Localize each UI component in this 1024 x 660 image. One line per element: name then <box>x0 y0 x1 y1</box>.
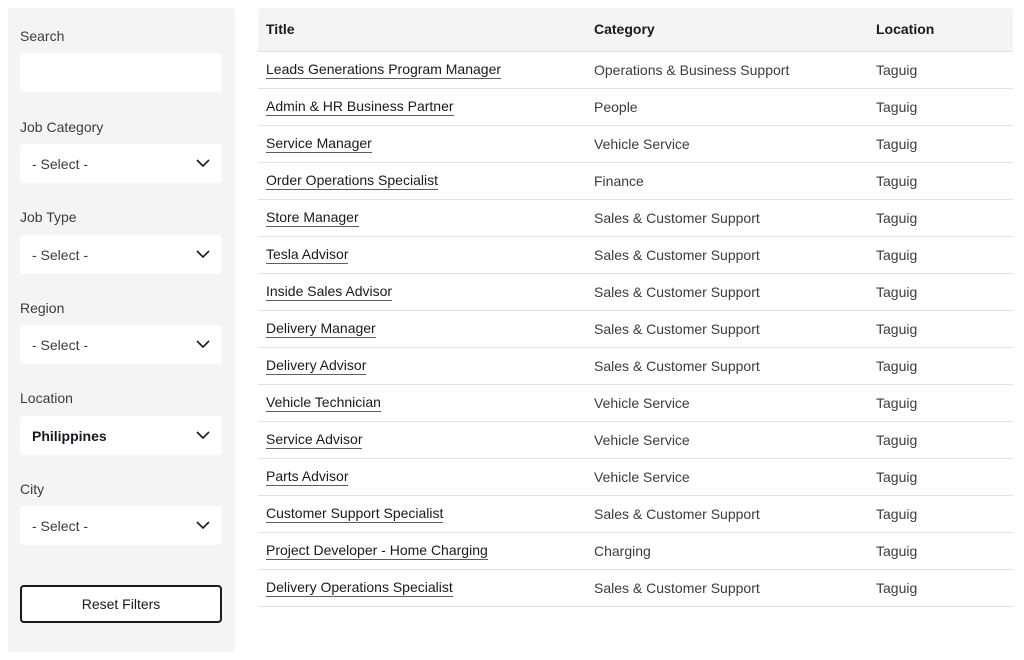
region-select[interactable] <box>20 325 222 364</box>
job-location-cell: Taguig <box>876 247 918 263</box>
job-location-cell: Taguig <box>876 99 918 115</box>
table-row <box>258 52 1013 89</box>
job-location-cell: Taguig <box>876 136 918 152</box>
column-header-title[interactable]: Title <box>266 21 295 37</box>
job-location-cell: Taguig <box>876 580 918 596</box>
table-row <box>258 163 1013 200</box>
jobs-table <box>258 8 1013 607</box>
job-title-link[interactable]: Order Operations Specialist <box>266 172 438 188</box>
table-row <box>258 533 1013 570</box>
job-category-cell: Sales & Customer Support <box>594 321 760 337</box>
job-category-cell: Sales & Customer Support <box>594 247 760 263</box>
job-title-link[interactable]: Parts Advisor <box>266 468 349 484</box>
chevron-down-icon <box>196 519 210 533</box>
job-category-cell: Vehicle Service <box>594 395 690 411</box>
job-location-cell: Taguig <box>876 543 918 559</box>
job-category-cell: Operations & Business Support <box>594 62 790 78</box>
job-category-cell: Sales & Customer Support <box>594 284 760 300</box>
job-location-cell: Taguig <box>876 173 918 189</box>
chevron-down-icon <box>196 429 210 443</box>
search-input[interactable] <box>20 53 222 92</box>
column-header-location[interactable]: Location <box>876 21 935 37</box>
job-location-cell: Taguig <box>876 395 918 411</box>
job-location-cell: Taguig <box>876 469 918 485</box>
job-title-link[interactable]: Leads Generations Program Manager <box>266 61 502 77</box>
job-category-value: - Select - <box>32 155 89 172</box>
job-location-cell: Taguig <box>876 62 918 78</box>
job-title-link[interactable]: Project Developer - Home Charging <box>266 542 488 558</box>
job-category-cell: People <box>594 99 638 115</box>
job-category-cell: Vehicle Service <box>594 136 690 152</box>
table-row <box>258 348 1013 385</box>
search-label: Search <box>20 28 65 44</box>
job-category-cell: Sales & Customer Support <box>594 506 760 522</box>
job-category-cell: Charging <box>594 543 651 559</box>
chevron-down-icon <box>196 248 210 262</box>
job-category-select[interactable] <box>20 144 222 183</box>
job-title-link[interactable]: Admin & HR Business Partner <box>266 98 454 114</box>
job-type-value: - Select - <box>32 246 89 263</box>
job-title-link[interactable]: Service Manager <box>266 135 372 151</box>
job-category-cell: Vehicle Service <box>594 469 690 485</box>
table-row <box>258 237 1013 274</box>
job-title-link[interactable]: Delivery Advisor <box>266 357 367 373</box>
job-location-cell: Taguig <box>876 321 918 337</box>
job-title-link[interactable]: Vehicle Technician <box>266 394 381 410</box>
job-location-cell: Taguig <box>876 284 918 300</box>
job-category-cell: Sales & Customer Support <box>594 580 760 596</box>
region-label: Region <box>20 300 65 316</box>
job-location-cell: Taguig <box>876 210 918 226</box>
job-category-cell: Vehicle Service <box>594 432 690 448</box>
job-category-cell: Sales & Customer Support <box>594 358 760 374</box>
job-title-link[interactable]: Delivery Manager <box>266 320 376 336</box>
job-type-label: Job Type <box>20 209 77 225</box>
job-title-link[interactable]: Tesla Advisor <box>266 246 349 262</box>
job-title-link[interactable]: Store Manager <box>266 209 359 225</box>
job-title-link[interactable]: Delivery Operations Specialist <box>266 579 453 595</box>
job-title-link[interactable]: Inside Sales Advisor <box>266 283 393 299</box>
reset-filters-button[interactable]: Reset Filters <box>20 585 222 623</box>
table-row <box>258 311 1013 348</box>
job-category-cell: Sales & Customer Support <box>594 210 760 226</box>
table-row <box>258 459 1013 496</box>
table-row <box>258 385 1013 422</box>
column-header-category[interactable]: Category <box>594 21 655 37</box>
table-row <box>258 89 1013 126</box>
table-row <box>258 496 1013 533</box>
job-type-select[interactable] <box>20 235 222 274</box>
job-location-cell: Taguig <box>876 506 918 522</box>
job-category-label: Job Category <box>20 119 104 135</box>
table-row <box>258 200 1013 237</box>
chevron-down-icon <box>196 157 210 171</box>
city-select[interactable] <box>20 506 222 545</box>
table-body <box>258 52 1013 607</box>
job-location-cell: Taguig <box>876 432 918 448</box>
region-value: - Select - <box>32 336 89 353</box>
location-value: Philippines <box>32 427 107 444</box>
job-title-link[interactable]: Customer Support Specialist <box>266 505 444 521</box>
city-label: City <box>20 481 45 497</box>
chevron-down-icon <box>196 338 210 352</box>
location-select[interactable] <box>20 416 222 455</box>
table-row <box>258 422 1013 459</box>
table-row <box>258 570 1013 607</box>
table-row <box>258 274 1013 311</box>
job-category-cell: Finance <box>594 173 644 189</box>
table-header <box>258 8 1013 52</box>
table-row <box>258 126 1013 163</box>
city-value: - Select - <box>32 517 89 534</box>
job-title-link[interactable]: Service Advisor <box>266 431 363 447</box>
job-location-cell: Taguig <box>876 358 918 374</box>
filter-sidebar <box>8 8 235 652</box>
location-label: Location <box>20 390 73 406</box>
